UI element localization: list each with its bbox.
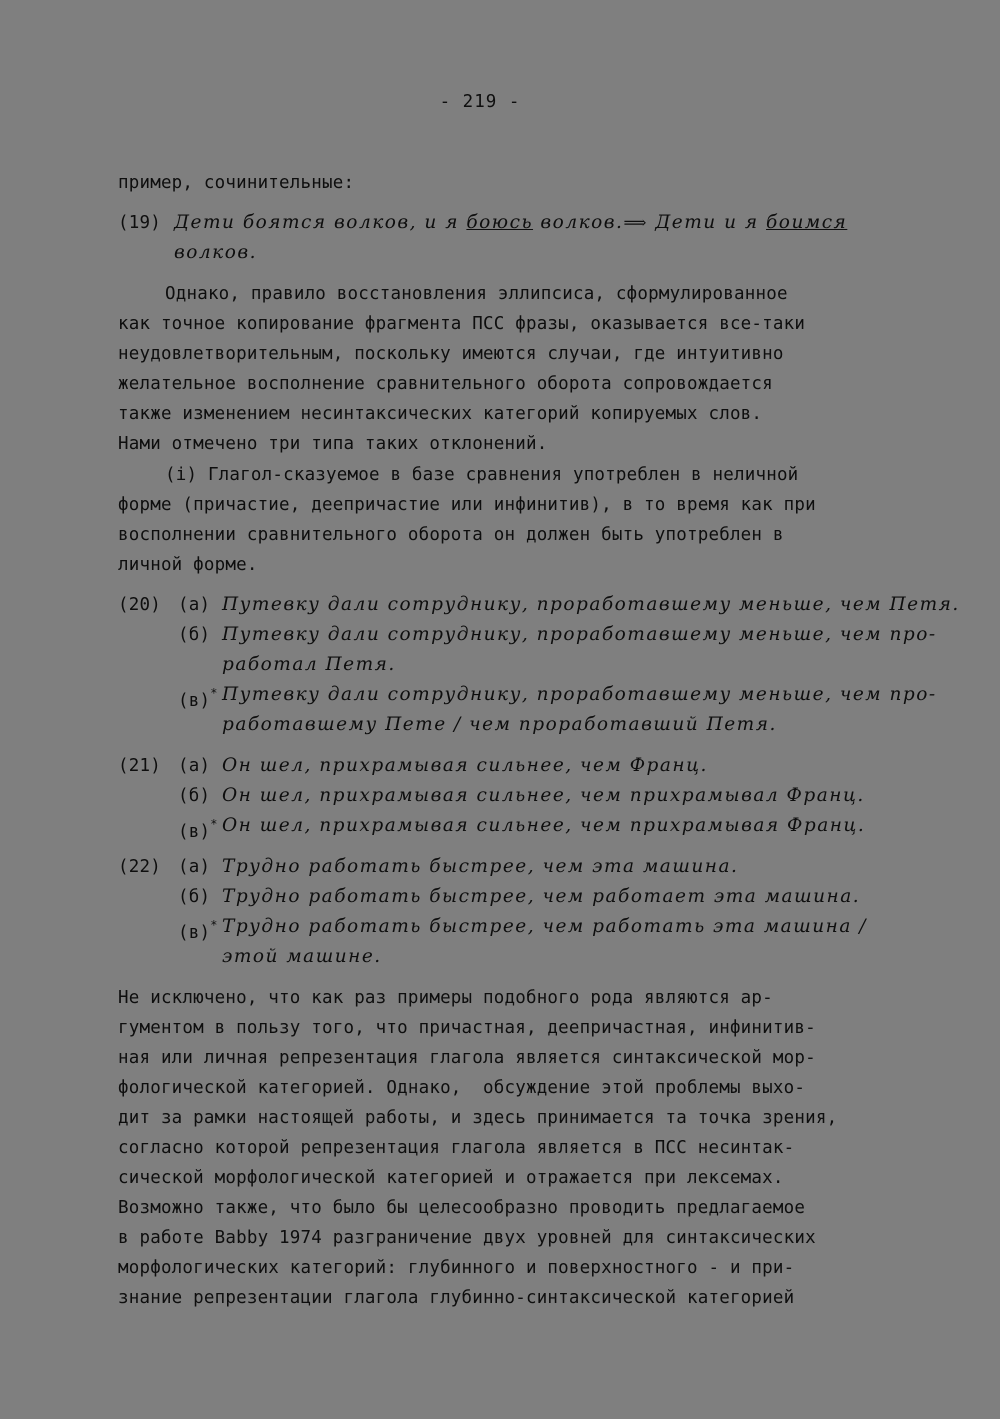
paragraph-1-line: Однако, правило восстановления эллипсиса, сформулированное	[165, 284, 788, 304]
example-19-number: (19)	[118, 213, 161, 233]
example-19-underlined-1: боюсь	[466, 212, 534, 233]
paragraph-2-line: (i) Глагол-сказуемое в базе сравнения употреблен в неличной	[165, 465, 799, 485]
paragraph-3-line: в работе Babby 1974 разграничение двух уровней для синтаксических	[118, 1228, 816, 1248]
asterisk-mark: *	[210, 817, 218, 831]
paragraph-1-line: как точное копирование фрагмента ПСС фразы, оказывается все-таки	[118, 314, 806, 334]
paragraph-1-line: неудовлетворительным, поскольку имеются случаи, где интуитивно	[118, 344, 784, 364]
page-number: - 219 -	[439, 92, 521, 112]
example-22-c-letter: (в)	[178, 922, 211, 943]
example-22-c-line1: Трудно работать быстрее, чем работать эта машина /	[222, 916, 867, 937]
example-22-b-label: (б)	[178, 887, 211, 907]
example-20-number: (20)	[118, 595, 161, 615]
example-19-text-2: волков.	[533, 212, 624, 233]
example-22-b: Трудно работать быстрее, чем работает эта машина.	[222, 886, 861, 907]
example-21-c-label	[178, 811, 218, 847]
example-20-b-line2: работал Петя.	[222, 654, 396, 675]
paragraph-3-line: знание репрезентации глагола глубинно-синтаксической категорией	[118, 1288, 795, 1308]
paragraph-3-line: Возможно также, что было бы целесообразно проводить предлагаемое	[118, 1198, 806, 1218]
example-20-b-label: (б)	[178, 625, 211, 645]
asterisk-mark: *	[210, 686, 218, 700]
paragraph-3-line: сической морфологической категорией и отражается при лексемах.	[118, 1168, 784, 1188]
paragraph-3-line: гументом в пользу того, что причастная, деепричастная, инфинитив-	[118, 1018, 816, 1038]
example-22-c-line2: этой машине.	[222, 946, 382, 967]
example-21-c-letter: (в)	[178, 821, 211, 842]
paragraph-2-line: восполнении сравнительного оборота он должен быть употреблен в	[118, 525, 784, 545]
example-21-a: Он шел, прихрамывая сильнее, чем Франц.	[222, 755, 708, 776]
paragraph-3-line: согласно которой репрезентация глагола является в ПСС несинтак-	[118, 1138, 795, 1158]
paragraph-3-line: морфологических категорий: глубинного и поверхностного - и при-	[118, 1258, 795, 1278]
example-20-c-label	[178, 680, 218, 716]
example-20-a-label: (а)	[178, 595, 211, 615]
example-22-a-label: (а)	[178, 857, 211, 877]
example-21-c: Он шел, прихрамывая сильнее, чем прихрамывая Франц.	[222, 815, 866, 836]
example-21-a-label: (а)	[178, 756, 211, 776]
implication-arrow-icon: ⟹	[623, 213, 648, 232]
example-19-line2: волков.	[174, 242, 258, 263]
example-22-a: Трудно работать быстрее, чем эта машина.	[222, 856, 739, 877]
example-21-number: (21)	[118, 756, 161, 776]
paragraph-1-line: также изменением несинтаксических категорий копируемых слов.	[118, 404, 763, 424]
example-20-c-line1: Путевку дали сотруднику, проработавшему меньше, чем про-	[222, 684, 937, 705]
example-20-c-line2: работавшему Пете / чем проработавший Петя.	[222, 714, 777, 735]
example-22-c-label	[178, 912, 218, 948]
paragraph-1-line: желательное восполнение сравнительного оборота сопровождается	[118, 374, 773, 394]
paragraph-3-line: ная или личная репрезентация глагола является синтаксической мор-	[118, 1048, 816, 1068]
example-20-c-letter: (в)	[178, 690, 211, 711]
intro-line: пример, сочинительные:	[118, 173, 355, 193]
paragraph-3-line: Не исключено, что как раз примеры подобного рода являются ар-	[118, 988, 773, 1008]
paragraph-2-line: форме (причастие, деепричастие или инфинитив), в то время как при	[118, 495, 816, 515]
example-22-number: (22)	[118, 857, 161, 877]
paragraph-1-line: Нами отмечено три типа таких отклонений.	[118, 434, 548, 454]
asterisk-mark: *	[210, 918, 218, 932]
example-21-b-label: (б)	[178, 786, 211, 806]
example-19-text: Дети боятся волков, и я	[174, 212, 467, 233]
paragraph-2-line: личной форме.	[118, 555, 258, 575]
example-19-text-3: Дети и я	[647, 212, 767, 233]
example-19-underlined-2: боимся	[766, 212, 848, 233]
example-20-a: Путевку дали сотруднику, проработавшему меньше, чем Петя.	[222, 594, 960, 615]
example-19-line1	[174, 208, 847, 238]
example-21-b: Он шел, прихрамывая сильнее, чем прихрамывал Франц.	[222, 785, 865, 806]
paragraph-3-line: фологической категорией. Однако, обсуждение этой проблемы выхо-	[118, 1078, 806, 1098]
paragraph-3-line: дит за рамки настоящей работы, и здесь принимается та точка зрения,	[118, 1108, 838, 1128]
example-20-b-line1: Путевку дали сотруднику, проработавшему меньше, чем про-	[222, 624, 937, 645]
